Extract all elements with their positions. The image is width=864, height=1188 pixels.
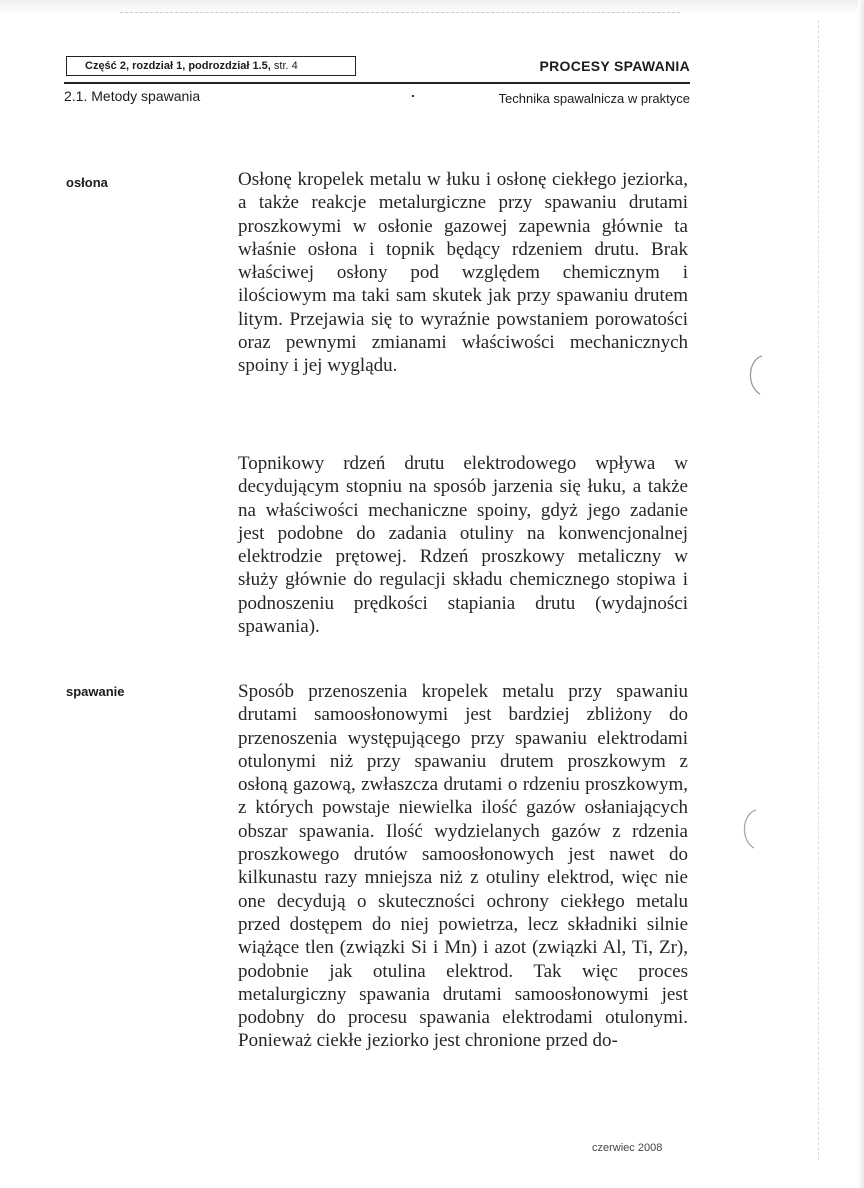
- paragraph-oslona: [238, 168, 688, 378]
- paragraph-spawanie: [238, 680, 688, 1053]
- paragraph-oslona-text: Osłonę kropelek metalu w łuku i osłonę ciekłego jeziorka, a także reakcje metalurgiczne przy spawaniu drutami proszkowymi w osłonie gazowej zapewnia głównie ta właśnie osłona i topnik będący rdzeniem drutu. Brak właściwej osłony pod względem chemicznym i ilościowym ma taki sam skutek jak przy spawaniu drutem litym. Przejawia się to wyraźnie powstaniem porowatości oraz pewnymi zmianami właściwości mechanicznych spoiny i jej wyglądu.: [238, 169, 688, 377]
- binder-hole-mark-lower: [734, 806, 774, 852]
- book-title: Technika spawalnicza w praktyce: [498, 91, 690, 106]
- scan-dot: [412, 95, 414, 97]
- paragraph-rdzen-text: Topnikowy rdzeń drutu elektrodowego wpływa w decydującym stopniu na sposób jarzenia się łuku, a także na właściwości mechaniczne spoiny, gdyż jego zadanie jest podobne do zadania otuliny na konwencjonalnej elektrodzie prętowej. Rdzeń proszkowy metaliczny w służy głównie do regulacji składu chemicznego stopiwa i podnoszeniu prędkości stapiania drutu (wydajności spawania).: [238, 453, 688, 638]
- scan-artifact-line: [120, 12, 680, 13]
- header-rule: [64, 82, 690, 84]
- margin-label-oslona: osłona: [66, 175, 108, 190]
- subsection-title: 2.1. Metody spawania: [64, 88, 201, 104]
- page-reference: str. 4: [273, 60, 298, 72]
- running-title: PROCESY SPAWANIA: [539, 58, 690, 74]
- section-reference-box: [66, 56, 356, 76]
- binder-hole-mark-upper: [740, 352, 780, 398]
- paragraph-spawanie-text: Sposób przenoszenia kropelek metalu przy spawaniu drutami samoosłonowymi jest bardziej zbliżony do przenoszenia występującego przy spawaniu elektrodami otulonymi niż przy spawaniu drutem proszkowym z osłoną gazową, zwłaszcza drutami o rdzeniu proszkowym, z których powstaje niewielka ilość gazów osłaniających obszar spawania. Ilość wydzielanych gazów z rdzenia proszkowego drutów samoosłonowych jest nawet do kilkunastu razy mniejsza niż z otuliny elektrod, więc nie one decydują o skuteczności ochrony ciekłego metalu przed dostępem do niej powietrza, lecz składniki silnie wiążące tlen (związki Si i Mn) i azot (związki Al, Ti, Zr), podobnie jak otulina elektrod. Tak więc proces metalurgiczny spawania drutami samoosłonowymi jest podobny do procesu spawania elektrodami otulonymi. Ponieważ ciekłe jeziorko jest chronione przed do-: [238, 681, 688, 1052]
- scan-artifact-vertical-line: [818, 20, 819, 1160]
- scan-edge-right: [858, 0, 864, 1188]
- section-reference: Część 2, rozdział 1, podrozdział 1.5,: [85, 60, 271, 72]
- paragraph-rdzen: [238, 452, 688, 638]
- footer-date: czerwiec 2008: [592, 1142, 663, 1154]
- margin-label-spawanie: spawanie: [66, 684, 125, 699]
